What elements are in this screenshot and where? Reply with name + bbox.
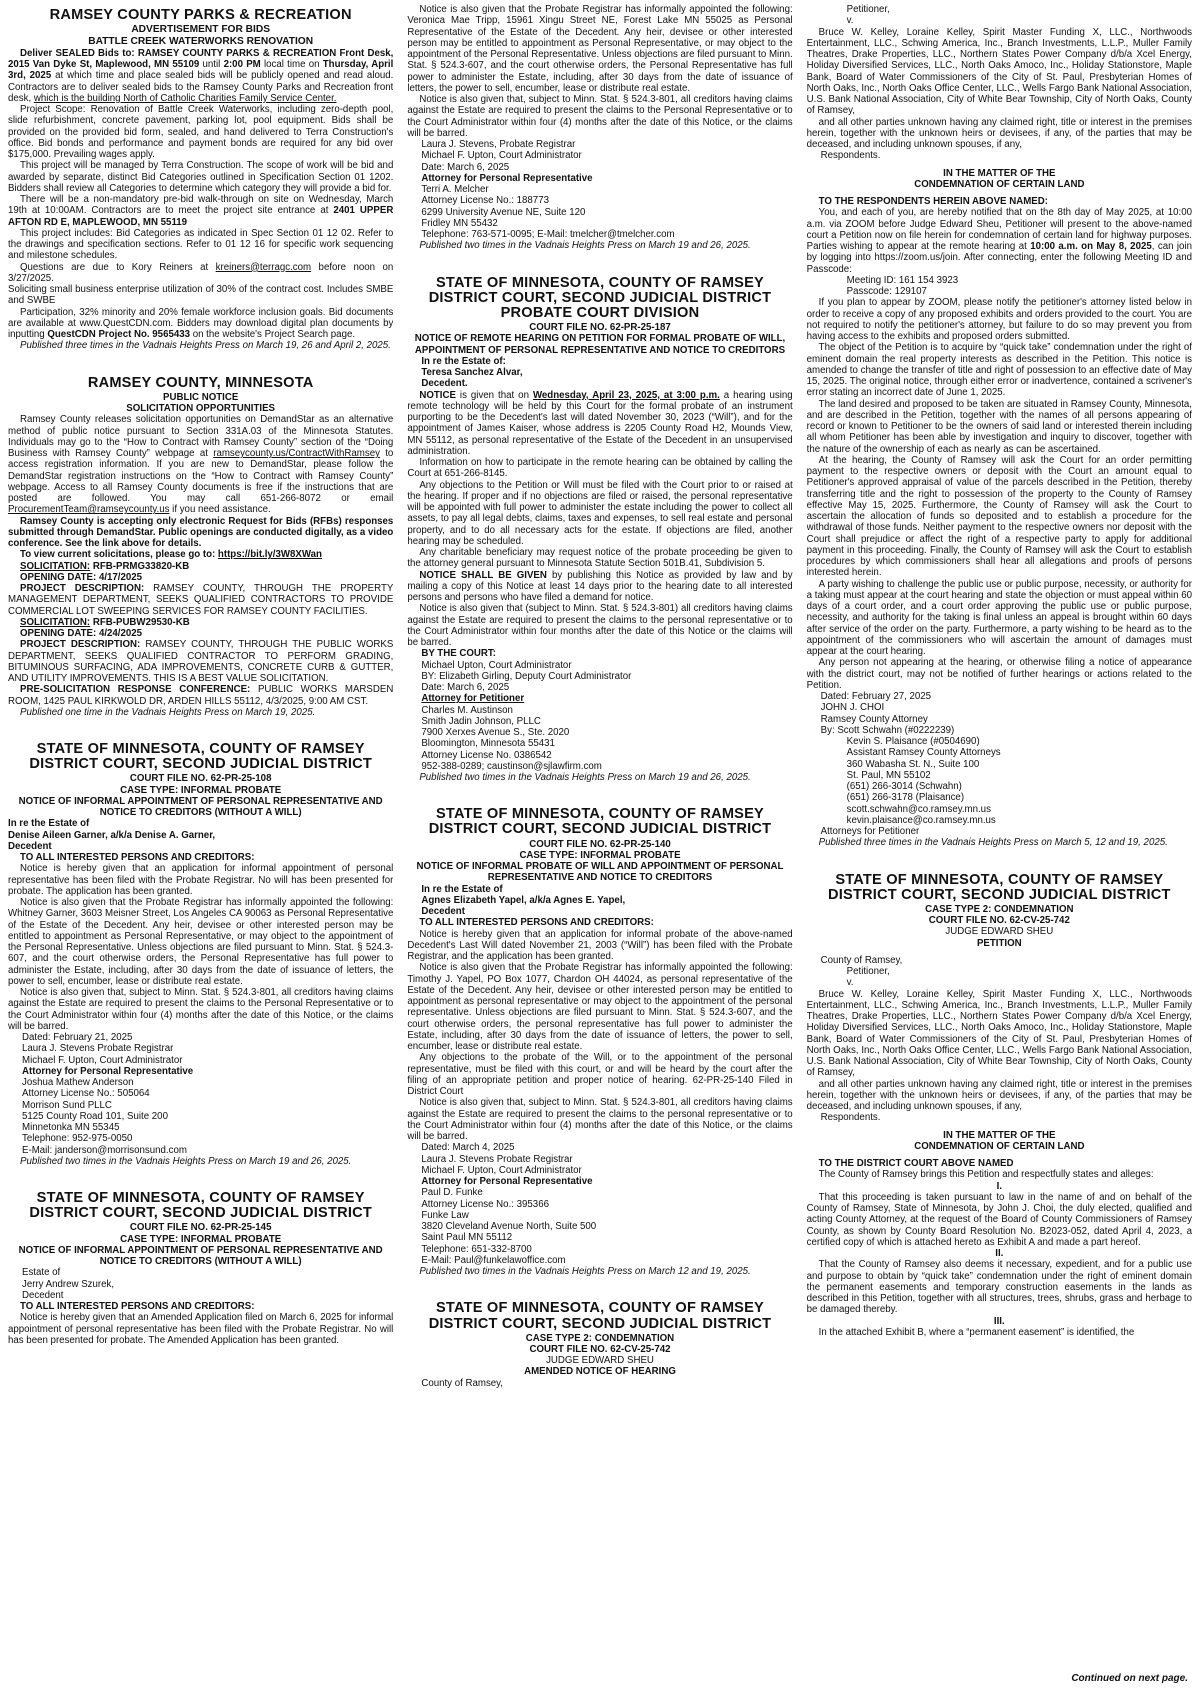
notice-probate-tripp-continued bbox=[407, 4, 792, 252]
party-line: County of Ramsey, bbox=[820, 954, 903, 966]
notice-title: STATE OF MINNESOTA, COUNTY OF RAMSEY DISTRICT COURT, SECOND JUDICIAL DISTRICT bbox=[828, 871, 1171, 903]
attorney-heading: Attorney for Personal Representative bbox=[22, 1065, 194, 1077]
salutation: TO THE RESPONDENTS HEREIN ABOVE NAMED: bbox=[818, 196, 1048, 207]
signature-line: Dated: February 27, 2025 bbox=[820, 691, 932, 702]
party-line: Petitioner, bbox=[846, 966, 890, 978]
paragraph: Notice is also given that, subject to Minn. Stat. § 524.3-801, all creditors having claims against the Estate are required to present the claims to the personal representative or to the Court Administrator within four (4) months after the date of this Notice, or the claims will be barred. bbox=[407, 1097, 793, 1143]
paragraph: This project includes: Bid Categories as indicated in Spec Section 01 12 02. Refer to the drawings and specification sections. Refer to 01 12 16 for specific work sequencing and milestone schedules. bbox=[8, 227, 394, 262]
paragraph: The land desired and proposed to be taken are situated in Ramsey County, Minnesota, and are described in the Petition, together with the names of all persons appearing of record or known to Petitioner to be the owners of said land or interested therein including all whom Petitioner has been able by investigation and inquiry to discover, together with the nature of the ownership of each as nearly as can be ascertained. bbox=[806, 398, 1192, 455]
decedent-name: Teresa Sanchez Alvar, bbox=[421, 367, 523, 379]
notice-subtitle: PETITION bbox=[976, 937, 1022, 949]
notice-solicitation-opportunities bbox=[8, 376, 393, 718]
attorney-line: Charles M. Austinson bbox=[421, 704, 513, 716]
decedent-name: Agnes Elizabeth Yapel, a/k/a Agnes E. Yapel, bbox=[421, 894, 626, 906]
attorney-line: Kevin S. Plaisance (#0504690) bbox=[846, 736, 980, 747]
paragraph: There will be a non-mandatory pre-bid walk-through on site on Wednesday, March 19th at 10:00AM. Contractors are to meet the project site entrance at 2401 UPPER AFTON RD E, MAPLEWOOD, MN 55119 bbox=[8, 194, 394, 228]
attorney-line: Telephone: 763-571-0095; E-Mail: tmelcher@tmelcher.com bbox=[421, 229, 675, 240]
notice-amended-hearing-continued bbox=[807, 4, 1192, 849]
paragraph: Notice is hereby given that an Amended Application filed on March 6, 2025 for informal appointment of personal representative has been filed with the Probate Registrar. No will has been presented for probate. The Amended Application has been granted. bbox=[8, 1312, 394, 1346]
paragraph: Project Scope: Renovation of Battle Creek Waterworks, including zero-depth pool, slide refurbishment, concrete pavement, parking lot, pool equipment. Bids shall be provided on the provided bid form, sealed, and hand delivered to Terra Construction's office. Bid bonds and performance and payment bonds are required for any bid over $175,000. Prevailing wages apply. bbox=[8, 104, 394, 161]
attorney-line: 7900 Xerxes Avenue S., Ste. 2020 bbox=[421, 727, 570, 739]
judge-name: JUDGE EDWARD SHEU bbox=[945, 926, 1054, 938]
signature-line: Dated: March 4, 2025 bbox=[421, 1142, 515, 1154]
paragraph: The County of Ramsey brings this Petition and respectfully states and alleges: bbox=[818, 1169, 1154, 1181]
attorney-line: Morrison Sund PLLC bbox=[22, 1099, 112, 1111]
matter-heading: IN THE MATTER OF THE bbox=[943, 167, 1056, 179]
notice-title: STATE OF MINNESOTA, COUNTY OF RAMSEY DISTRICT COURT, SECOND JUDICIAL DISTRICT bbox=[428, 806, 772, 838]
project-description: PROJECT DESCRIPTION: RAMSEY COUNTY, THROUGH THE PROPERTY MANAGEMENT DEPARTMENT, SEEKS QUALIFIED CONTRACTORS TO PROVIDE COMMERCIAL LOT SWEEPING SERVICES FOR RAMSEY COUNTY FACILITIES. bbox=[8, 583, 394, 617]
attorney-line: 952-388-0289; caustinson@sjlawfirm.com bbox=[421, 760, 602, 772]
paragraph: and all other parties unknown having any claimed right, title or interest in the premises herein, together with the unknown heirs or devisees, if any, of the parties that may be deceased, and including unknown spouses, if any, bbox=[806, 1078, 1192, 1113]
notice-subtitle: BATTLE CREEK WATERWORKS RENOVATION bbox=[88, 36, 314, 47]
attorney-email: E-Mail: Paul@funkelawoffice.com bbox=[421, 1254, 566, 1266]
notice-probate-garner bbox=[8, 742, 393, 1167]
court-file-number: COURT FILE NO. 62-PR-25-187 bbox=[529, 322, 671, 334]
signature-line: Date: March 6, 2025 bbox=[421, 161, 510, 173]
paragraph: and all other parties unknown having any claimed right, title or interest in the premises herein, together with the unknown heirs or devisees, if any, of the parties that may be deceased, and including unknown spouses, if any, bbox=[806, 116, 1192, 150]
court-file-number: COURT FILE NO. 62-PR-25-140 bbox=[529, 838, 671, 850]
paragraph: Notice is hereby given that an application for informal probate of the above-named Decedent's Last Will dated November 21, 2003 (“Will”) has been filed with the Probate Registrar, and the application has been granted. bbox=[407, 928, 793, 963]
notice-subtitle: ADVERTISEMENT FOR BIDS bbox=[131, 24, 270, 36]
attorney-line: Smith Jadin Johnson, PLLC bbox=[421, 715, 541, 727]
signature-line: Ramsey County Attorney bbox=[820, 713, 928, 725]
court-file-number: COURT FILE NO. 62-PR-25-145 bbox=[129, 1222, 272, 1234]
signature-line: Laura J. Stevens, Probate Registrar bbox=[421, 139, 576, 150]
signature-line: Michael F. Upton, Court Administrator bbox=[421, 150, 582, 162]
court-file-number: COURT FILE NO. 62-PR-25-108 bbox=[129, 773, 272, 785]
signature-line: Date: March 6, 2025 bbox=[421, 682, 510, 694]
attorney-line: 5125 County Road 101, Suite 200 bbox=[22, 1110, 168, 1122]
notice-condemnation-petition bbox=[807, 873, 1192, 1339]
estate-line: In re the Estate of: bbox=[421, 355, 506, 367]
attorney-email: scott.schwahn@co.ramsey.mn.us bbox=[846, 803, 991, 815]
attorney-line: Joshua Mathew Anderson bbox=[22, 1077, 134, 1089]
paragraph: Notice is also given that, subject to Minn. Stat. § 524.3-801, all creditors having claims against the Estate are required to present the claims to the Personal Representative or to the Court Administrator within four (4) months after the date of this Notice, or the claims will be barred. bbox=[407, 94, 793, 139]
party-line: v. bbox=[846, 977, 854, 989]
publication-note: Published one time in the Vadnais Heights Press on March 19, 2025. bbox=[20, 706, 316, 718]
paragraph: Bruce W. Kelley, Loraine Kelley, Spirit Master Funding X, LLC., Northwoods Entertainment, LLC., Schwing America, Inc., Branch Investments, L.L.P., Muller Family Theatres, Drake Properties, LLC., Northern States Power Company d/b/a Xcel Energy, Holiday Diversified Services, LLC., North Oaks Amoco, Inc., Holiday Stationstore, Maple Bank, Board of Water Commissioners of the City of St. Paul, Presbyterian Homes of North Oaks, Inc., North Oaks Office Center, LLC., Wells Fargo Bank National Association, U.S. Bank National Association, City of White Bear Township, City of North Oaks, County of Ramsey, bbox=[806, 988, 1192, 1079]
project-description: PROJECT DESCRIPTION: RAMSEY COUNTY, THROUGH THE PUBLIC WORKS DEPARTMENT, SEEKS QUALIFIED CONTRACTOR TO PERFORM GRADING, BITUMINOUS SURFACING, ADA IMPROVEMENTS, CONCRETE CURB & GUTTER, AND UTILITY IMPROVEMENTS. THIS IS A BEST VALUE SOLICITATION. bbox=[8, 639, 394, 684]
roman-numeral: I. bbox=[996, 1180, 1003, 1192]
email-link[interactable]: ProcurementTeam@ramseycounty.us bbox=[8, 504, 170, 516]
attorney-line: Paul D. Funke bbox=[421, 1187, 483, 1199]
attorney-email: kevin.plaisance@co.ramsey.mn.us bbox=[846, 814, 996, 826]
attorney-email: E-Mail: janderson@morrisonsund.com bbox=[22, 1144, 187, 1156]
roman-numeral: II. bbox=[995, 1248, 1004, 1260]
notice-subtitle: SOLICITATION OPPORTUNITIES bbox=[126, 403, 276, 414]
court-file-number: COURT FILE NO. 62-CV-25-742 bbox=[529, 1343, 671, 1355]
link[interactable]: ramseycounty.us/ContractWithRamsey bbox=[213, 448, 380, 459]
attorney-line: Saint Paul MN 55112 bbox=[421, 1232, 513, 1244]
paragraph: Ramsey County releases solicitation opportunities on DemandStar as an alternative method of public notice pursuant to Section 331A.03 of the Minnesota Statutes. Individuals may go to the “How to Contract with Ramsey County” section of the “Doing Business with Ramsey County” webpage at ramseycounty.us/ContractWithRamsey to access registration information. If you are new to DemandStar, please follow the DemandStar registration instructions on the “How to Contract with Ramsey County” webpage. Access to all Ramsey County documents is free if the instructions that are posted are followed. You may call 651-266-8072 or email ProcurementTeam@ramseycounty.us if you need assistance. bbox=[8, 414, 394, 516]
opening-date-line: OPENING DATE: 4/24/2025 bbox=[20, 628, 143, 639]
paragraph: In the attached Exhibit B, where a “permanent easement” is identified, the bbox=[818, 1326, 1135, 1338]
conference-line: PRE-SOLICITATION RESPONSE CONFERENCE: PUBLIC WORKS MARSDEN ROOM, 1425 PAUL KIRKWOLD DR, ARDEN HILLS 55112, 4/3/2025, 9:00 AM CST. bbox=[8, 684, 394, 707]
opening-date-line: OPENING DATE: 4/17/2025 bbox=[20, 571, 143, 583]
link[interactable]: https://bit.ly/3W8XWan bbox=[217, 549, 322, 561]
attorney-line: Fridley MN 55432 bbox=[421, 217, 498, 229]
notice-title: RAMSEY COUNTY, MINNESOTA bbox=[87, 374, 314, 391]
notice-subtitle: PUBLIC NOTICE bbox=[162, 391, 239, 403]
case-type: CASE TYPE: INFORMAL PROBATE bbox=[120, 1233, 282, 1245]
decedent-label: Decedent. bbox=[421, 378, 468, 390]
decedent-name: Jerry Andrew Szurek, bbox=[22, 1278, 115, 1290]
case-type: CASE TYPE 2: CONDEMNATION bbox=[525, 1332, 675, 1344]
case-type: CASE TYPE: INFORMAL PROBATE bbox=[120, 784, 282, 796]
decedent-name: Denise Aileen Garner, a/k/a Denise A. Garner, bbox=[8, 829, 216, 841]
party-line: Petitioner, bbox=[846, 4, 890, 15]
paragraph: This project will be managed by Terra Construction. The scope of work will be bid and awarded by separate, distinct Bid Categories outlined in Specification Section 01 1202. Bidders shall review all Categories to determine which category they will provide a bid for. bbox=[8, 160, 394, 194]
judge-name: JUDGE EDWARD SHEU bbox=[546, 1355, 654, 1367]
paragraph: Any objections to the probate of the Will, or to the appointment of the personal representative, must be filed with this court, or and will be heard by the court after the filing of an appropriate petition and proper notice of hearing. 62-PR-25-140 Filed in District Court bbox=[407, 1052, 793, 1098]
notice-remote-hearing-alvar bbox=[407, 276, 792, 784]
paragraph: Any objections to the Petition or Will must be filed with the Court prior to or raised at the hearing. If proper and if no objections are filed or raised, the personal representative will be appointed with full power to administer the estate including the power to collect all assets, to pay all legal debts, claims, taxes and expenses, to sell real estate and personal property, and to do all necessary acts for the estate. If objections are filed, another hearing may be scheduled. bbox=[407, 479, 793, 547]
decedent-label: Decedent bbox=[421, 906, 465, 918]
attorney-heading: Attorney for Petitioner bbox=[421, 693, 525, 705]
attorney-line: Attorney License No.: 505064 bbox=[22, 1088, 150, 1100]
paragraph: A party wishing to challenge the public use or public purpose, necessity, or authority for a taking must appear at the court hearing and state the objection or must appeal within 60 days of a court order, and a court order approving the public use or public purpose, necessity, and authority for the taking is final unless an appeal is brought within 60 days after service of the order on the party. Furthermore, a party wishing to be heard as to the appointment of the commissioners who will ascertain the amount of damages must appear at the court hearing. bbox=[806, 578, 1192, 657]
attorney-line: Minnetonka MN 55345 bbox=[22, 1122, 120, 1134]
signature-line: Laura J. Stevens Probate Registrar bbox=[22, 1043, 174, 1055]
salutation: TO ALL INTERESTED PERSONS AND CREDITORS: bbox=[419, 917, 654, 929]
paragraph: Questions are due to Kory Reiners at kreiners@terragc.com before noon on 3/27/2025. bbox=[8, 261, 394, 284]
paragraph: The object of the Petition is to acquire by “quick take” condemnation under the right of eminent domain the real property interests as described in the Petition. This notice is amended to change the transfer of title and right of possession to an effective date of May 15, 2025. The original notice, through either error or inadvertence, contained a scrivener's error stating an incorrect date of June 1, 2025. bbox=[806, 342, 1192, 399]
attorney-line: 6299 University Avenue NE, Suite 120 bbox=[421, 206, 586, 218]
notice-subtitle: NOTICE OF INFORMAL PROBATE OF WILL AND APPOINTMENT OF PERSONAL REPRESENTATIVE AND NOTICE TO CREDITORS bbox=[416, 861, 784, 884]
publication-note: Published two times in the Vadnais Heights Press on March 19 and 26, 2025. bbox=[20, 1155, 352, 1167]
signature-line: BY: Elizabeth Girling, Deputy Court Administrator bbox=[421, 670, 632, 682]
paragraph: Participation, 32% minority and 20% female workforce inclusion goals. Bid documents are available at www.QuestCDN.com. Bidders may download digital plan documents by inputting QuestCDN Project No. 9565433 on the website's Project Search page. bbox=[8, 306, 394, 341]
signature-line: Laura J. Stevens Probate Registrar bbox=[421, 1153, 573, 1165]
paragraph: Information on how to participate in the remote hearing can be obtained by calling the Court at 651-266-8145. bbox=[407, 457, 793, 480]
paragraph: If you plan to appear by ZOOM, please notify the petitioner's attorney listed below in order to receive a copy of any proposed exhibits and orders provided to the court. You are not required to notify the petitioner's attorney, but failure to do so may prevent you from having access to the exhibits and proposed orders submitted. bbox=[806, 297, 1192, 342]
paragraph: Bruce W. Kelley, Loraine Kelley, Spirit Master Funding X, LLC., Northwoods Entertainment, LLC., Schwing America, Inc., Branch Investments, L.L.P., Muller Family Theatres, Drake Properties, LLC., Northern States Power Company d/b/a Xcel Energy, Holiday Diversified Services, LLC., North Oaks Amoco, Inc., Holiday Stationstore, Maple Bank, Board of Water Commissioners of the City of St. Paul, Presbyterian Homes of North Oaks, Inc., North Oaks Office Center, LLC., Wells Fargo Bank National Association, U.S. Bank National Association, City of White Bear Township, City of North Oaks, County of Ramsey, bbox=[806, 26, 1192, 117]
salutation: TO ALL INTERESTED PERSONS AND CREDITORS: bbox=[20, 852, 255, 864]
notice-title: STATE OF MINNESOTA, COUNTY OF RAMSEY DISTRICT COURT, SECOND JUDICIAL DISTRICT PROBATE COURT DIVISION bbox=[428, 274, 772, 321]
attorney-line: (651) 266-3014 (Schwahn) bbox=[846, 781, 962, 792]
paragraph: Notice is hereby given that an application for informal appointment of personal representative has been filed with the Probate Registrar. No will has been presented for probate. The application has been granted. bbox=[8, 863, 394, 897]
paragraph: That the County of Ramsey also deems it necessary, expedient, and for a public use and purpose to obtain by “quick take” condemnation under the right of eminent domain the permanent easements and temporary construction easements in the lands as described in this Petition, together with all structures, trees, shrubs, grass and herbage to be damaged thereby. bbox=[806, 1259, 1192, 1316]
solicitation-line: SOLICITATION: RFB-PRMG33820-KB bbox=[20, 560, 190, 572]
attorney-line: Attorneys for Petitioner bbox=[820, 826, 920, 837]
notice-probate-yapel bbox=[407, 807, 792, 1277]
paragraph: Notice is also given that, subject to Minn. Stat. § 524.3-801, all creditors having claims against the Estate are required to present the claims to the Personal Representative or to the Court Administrator within four (4) months after the date of this Notice, or the claims will be barred. bbox=[8, 987, 394, 1032]
paragraph: Soliciting small business enterprise utilization of 30% of the contract cost. Includes SMBE and SWBE bbox=[8, 284, 394, 307]
paragraph: Any charitable beneficiary may request notice of the probate proceeding be given to the attorney general pursuant to Minnesota Statute Section 501B.41, Subdivision 5. bbox=[407, 547, 793, 570]
signature-line: Michael F. Upton, Court Administrator bbox=[421, 1164, 582, 1176]
salutation: TO ALL INTERESTED PERSONS AND CREDITORS: bbox=[20, 1301, 255, 1313]
attorney-line: Telephone: 651-332-8700 bbox=[421, 1243, 532, 1255]
signature-line: Michael F. Upton, Court Administrator bbox=[22, 1054, 183, 1066]
matter-heading: CONDEMNATION OF CERTAIN LAND bbox=[914, 1140, 1085, 1152]
paragraph: Any person not appearing at the hearing, or otherwise filing a notice of appearance with the district court, may not be notified of further hearings or actions related to the Petition. bbox=[806, 657, 1192, 691]
publication-note: Published three times in the Vadnais Heights Press on March 19, 26 and April 2, 2025. bbox=[20, 340, 391, 352]
notice-subtitle: NOTICE OF REMOTE HEARING ON PETITION FOR FORMAL PROBATE OF WILL, APPOINTMENT OF PERSONAL REPRESENTATIVE AND NOTICE TO CREDITORS bbox=[414, 333, 786, 356]
paragraph: At the hearing, the County of Ramsey will ask the Court for an order permitting payment to the respective owners or deposit with the Court an amount equal to Petitioner's approved appraisal of value of the parcels described in the Petition, thereby transferring title and the right to possession of the property to the County of Ramsey effective May 15, 2025. Furthermore, the County of Ramsey will ask the Court to ascertain the allocation of funds so deposited and to establish a procedure for the withdrawal of those funds. Neither payment to the respective owners nor deposit with the Court shall prejudice or affect the right of a respective party to apply for additional payment in this proceeding. Finally, the County of Ramsey will ask the Court to establish procedures by which commissioners shall hear all allegations and proofs of persons interested herein. bbox=[806, 454, 1192, 579]
salutation: TO THE DISTRICT COURT ABOVE NAMED bbox=[818, 1158, 1014, 1170]
notice-title: STATE OF MINNESOTA, COUNTY OF RAMSEY DISTRICT COURT, SECOND JUDICIAL DISTRICT bbox=[428, 1300, 772, 1332]
party-line: Respondents. bbox=[820, 1112, 881, 1124]
decedent-label: Decedent bbox=[22, 1289, 64, 1301]
notice-title: STATE OF MINNESOTA, COUNTY OF RAMSEY DISTRICT COURT, SECOND JUDICIAL DISTRICT bbox=[29, 1190, 372, 1222]
estate-line: Estate of bbox=[22, 1267, 61, 1279]
signature-line: JOHN J. CHOI bbox=[820, 702, 885, 714]
attorney-line: Attorney License No.: 395366 bbox=[421, 1198, 549, 1210]
signature-line: By: Scott Schwahn (#0222239) bbox=[820, 724, 955, 736]
attorney-line: 360 Wabasha St. N., Suite 100 bbox=[846, 758, 980, 770]
column-3 bbox=[807, 4, 1192, 1690]
attorney-line: Telephone: 952-975-0050 bbox=[22, 1133, 133, 1145]
notice-battle-creek-bids bbox=[8, 8, 393, 352]
roman-numeral: III. bbox=[993, 1315, 1005, 1327]
attorney-line: St. Paul, MN 55102 bbox=[846, 769, 931, 781]
notice-title: RAMSEY COUNTY PARKS & RECREATION bbox=[49, 7, 352, 23]
party-line: Respondents. bbox=[820, 150, 881, 162]
publication-note: Published two times in the Vadnais Heights Press on March 19 and 26, 2025. bbox=[419, 240, 751, 252]
paragraph: Notice is also given that the Probate Registrar has informally appointed the following: Timothy J. Yapel, PO Box 1077, Chardon OH 44024, as personal representative of the Estate of the Decedent. Any heir, devisee or other interested person may be entitled to appointment as personal representative or may object to the appointment of the personal representative. Unless objections are filed pursuant to Minn. Stat. § 524.3-607, and the court otherwise orders, the personal representative has full power to administer the Estate, including, after 30 days from the date of issuance of letters, the power to sell, encumber, lease or distribute real estate. bbox=[407, 962, 793, 1053]
publication-note: Published two times in the Vadnais Heights Press on March 12 and 19, 2025. bbox=[419, 1266, 751, 1278]
attorney-line: Terri A. Melcher bbox=[421, 184, 489, 195]
paragraph: Notice is also given that the Probate Registrar has informally appointed the following: Veronica Mae Tripp, 15961 Xingu Street NE, Forest Lake MN 55025 as Personal Representative of the Estate of the Decedent. Any heir, devisee or other interested person may be entitled to appointment as Personal Representative, or may object to the appointment of the Personal Representative. Unless objections are filed pursuant to Minn. Stat. § 524.3-607, and the court otherwise orders, the Personal Representative has full power to administer the Estate, including, after 30 days from the date of issuance of letters, the power to sell, encumber, lease or distribute real estate. bbox=[407, 4, 793, 94]
party-line: v. bbox=[846, 15, 854, 27]
attorney-line: Attorney License No. 0386542 bbox=[421, 749, 552, 761]
court-heading: BY THE COURT: bbox=[421, 648, 496, 660]
paragraph: Notice is also given that (subject to Minn. Stat. § 524.3-801) all creditors having claims against the Estate are required to present the claims to the personal representative or to the Court Administrator within four months after the date of this Notice or the claims will be barred. bbox=[407, 603, 793, 649]
paragraph: To view current solicitations, please go to: https://bit.ly/3W8XWan bbox=[20, 549, 322, 561]
attorney-line: Bloomington, Minnesota 55431 bbox=[421, 738, 555, 750]
case-type: CASE TYPE 2: CONDEMNATION bbox=[925, 903, 1074, 915]
paragraph: NOTICE is given that on Wednesday, April 23, 2025, at 3:00 p.m. a hearing using remote technology will be held by this Court for the formal probate of an instrument purporting to be the Decedent's last will dated November 30, 2023 (“Will”), and for the appointment of James Kaiser, whose address is 2205 County Road H2, Mounds View, MN 55112, as personal representative of the Estate of the Decedent in an unsupervised administration. bbox=[407, 389, 793, 457]
notice-probate-szurek bbox=[8, 1191, 393, 1346]
paragraph: Deliver SEALED Bids to: RAMSEY COUNTY PARKS & RECREATION Front Desk, 2015 Van Dyke St, Maplewood, MN 55109 until 2:00 PM local time on Thursday, April 3rd, 2025 at which time and place sealed bids will be publicly opened and read aloud. Contractors are to deliver sealed bids to the Ramsey County Parks and Recreation front desk, which is the building North of Catholic Charities Family Service Center. bbox=[8, 47, 394, 104]
column-2 bbox=[407, 4, 792, 1690]
notice-subtitle: AMENDED NOTICE OF HEARING bbox=[524, 1366, 676, 1378]
attorney-heading: Attorney for Personal Representative bbox=[421, 172, 593, 184]
attorney-heading: Attorney for Personal Representative bbox=[421, 1176, 593, 1188]
court-file-number: COURT FILE NO. 62-CV-25-742 bbox=[928, 915, 1070, 927]
publication-note: Published two times in the Vadnais Heights Press on March 19 and 26, 2025. bbox=[419, 772, 751, 784]
notice-amended-hearing bbox=[407, 1301, 792, 1389]
meeting-id: Meeting ID: 161 154 3923 bbox=[846, 274, 959, 286]
attorney-line: 3820 Cleveland Avenue North, Suite 500 bbox=[421, 1221, 597, 1233]
attorney-line: Funke Law bbox=[421, 1209, 469, 1221]
decedent-label: Decedent bbox=[8, 840, 52, 852]
paragraph: Notice is also given that the Probate Registrar has informally appointed the following: Whitney Garner, 3603 Meisner Street, Los Angeles CA 90063 as Personal Representative of the Estate of the Decedent. Any heir, devisee or other interested person may be entitled to appointment as Personal Representative, or may object to the appointment of the Personal Representative. Unless objections are filed pursuant to Minn. Stat. § 524.3-607, and the court otherwise orders, the Personal Representative has full power to administer the Estate, including, after 30 days from the date of issuance of letters, the power to sell, encumber, lease or distribute real estate. bbox=[8, 897, 394, 987]
case-type: CASE TYPE: INFORMAL PROBATE bbox=[519, 849, 681, 861]
notice-subtitle: NOTICE OF INFORMAL APPOINTMENT OF PERSONAL REPRESENTATIVE AND NOTICE TO CREDITORS (WITHOUT A WILL) bbox=[18, 1244, 383, 1268]
signature-line: Michael Upton, Court Administrator bbox=[421, 659, 572, 671]
attorney-line: (651) 266-3178 (Plaisance) bbox=[846, 792, 965, 804]
paragraph: Ramsey County is accepting only electronic Request for Bids (RFBs) responses submitted through DemandStar. Public openings are conducted digitally, as a video conference. See the link above for details. bbox=[8, 515, 394, 549]
matter-heading: CONDEMNATION OF CERTAIN LAND bbox=[914, 178, 1085, 190]
signature-line: Dated: February 21, 2025 bbox=[22, 1032, 133, 1044]
notice-title: STATE OF MINNESOTA, COUNTY OF RAMSEY DISTRICT COURT, SECOND JUDICIAL DISTRICT bbox=[29, 741, 372, 773]
column-1 bbox=[8, 4, 393, 1690]
publication-note: Published three times in the Vadnais Heights Press on March 5, 12 and 19, 2025. bbox=[818, 837, 1168, 849]
paragraph: NOTICE SHALL BE GIVEN by publishing this Notice as provided by law and by mailing a copy of this Notice at least 14 days prior to the hearing date to all interested persons and persons who have filed a demand for notice. bbox=[407, 569, 793, 604]
attorney-line: Attorney License No.: 188773 bbox=[421, 195, 549, 207]
notice-subtitle: NOTICE OF INFORMAL APPOINTMENT OF PERSONAL REPRESENTATIVE AND NOTICE TO CREDITORS (WITHOUT A WILL) bbox=[18, 795, 383, 819]
estate-line: In re the Estate of bbox=[8, 818, 90, 830]
estate-line: In re the Estate of bbox=[421, 883, 503, 895]
paragraph: You, and each of you, are hereby notified that on the 8th day of May 2025, at 10:00 a.m. via ZOOM before Judge Edward Sheu, Petitioner will present to the above-named court a Petition now on file herein for condemnation of certain land for highway purposes. Parties wishing to appear at the remote hearing at 10:00 a.m. on May 8, 2025, can join by logging into https://zoom.us/join. After connecting, enter the following Meeting ID and Passcode: bbox=[806, 207, 1192, 275]
email-link[interactable]: kreiners@terragc.com bbox=[215, 261, 312, 273]
attorney-line: Assistant Ramsey County Attorneys bbox=[846, 747, 1001, 759]
party-line: County of Ramsey, bbox=[421, 1377, 503, 1389]
meeting-passcode: Passcode: 129107 bbox=[846, 286, 927, 297]
solicitation-line: SOLICITATION: RFB-PUBW29530-KB bbox=[20, 616, 190, 628]
matter-heading: IN THE MATTER OF THE bbox=[943, 1129, 1056, 1141]
continued-note: Continued on next page. bbox=[1071, 1673, 1188, 1684]
paragraph: That this proceeding is taken pursuant to law in the name of and on behalf of the County of Ramsey, State of Minnesota, by John J. Choi, the duly elected, qualified and acting County Attorney, at the request of the Board of County Commissioners of Ramsey County, as shown by County Board Resolution No. B2023-052, dated April 4, 2023, a certified copy of which is attached hereto as Exhibit A and made a part hereof. bbox=[806, 1191, 1192, 1248]
